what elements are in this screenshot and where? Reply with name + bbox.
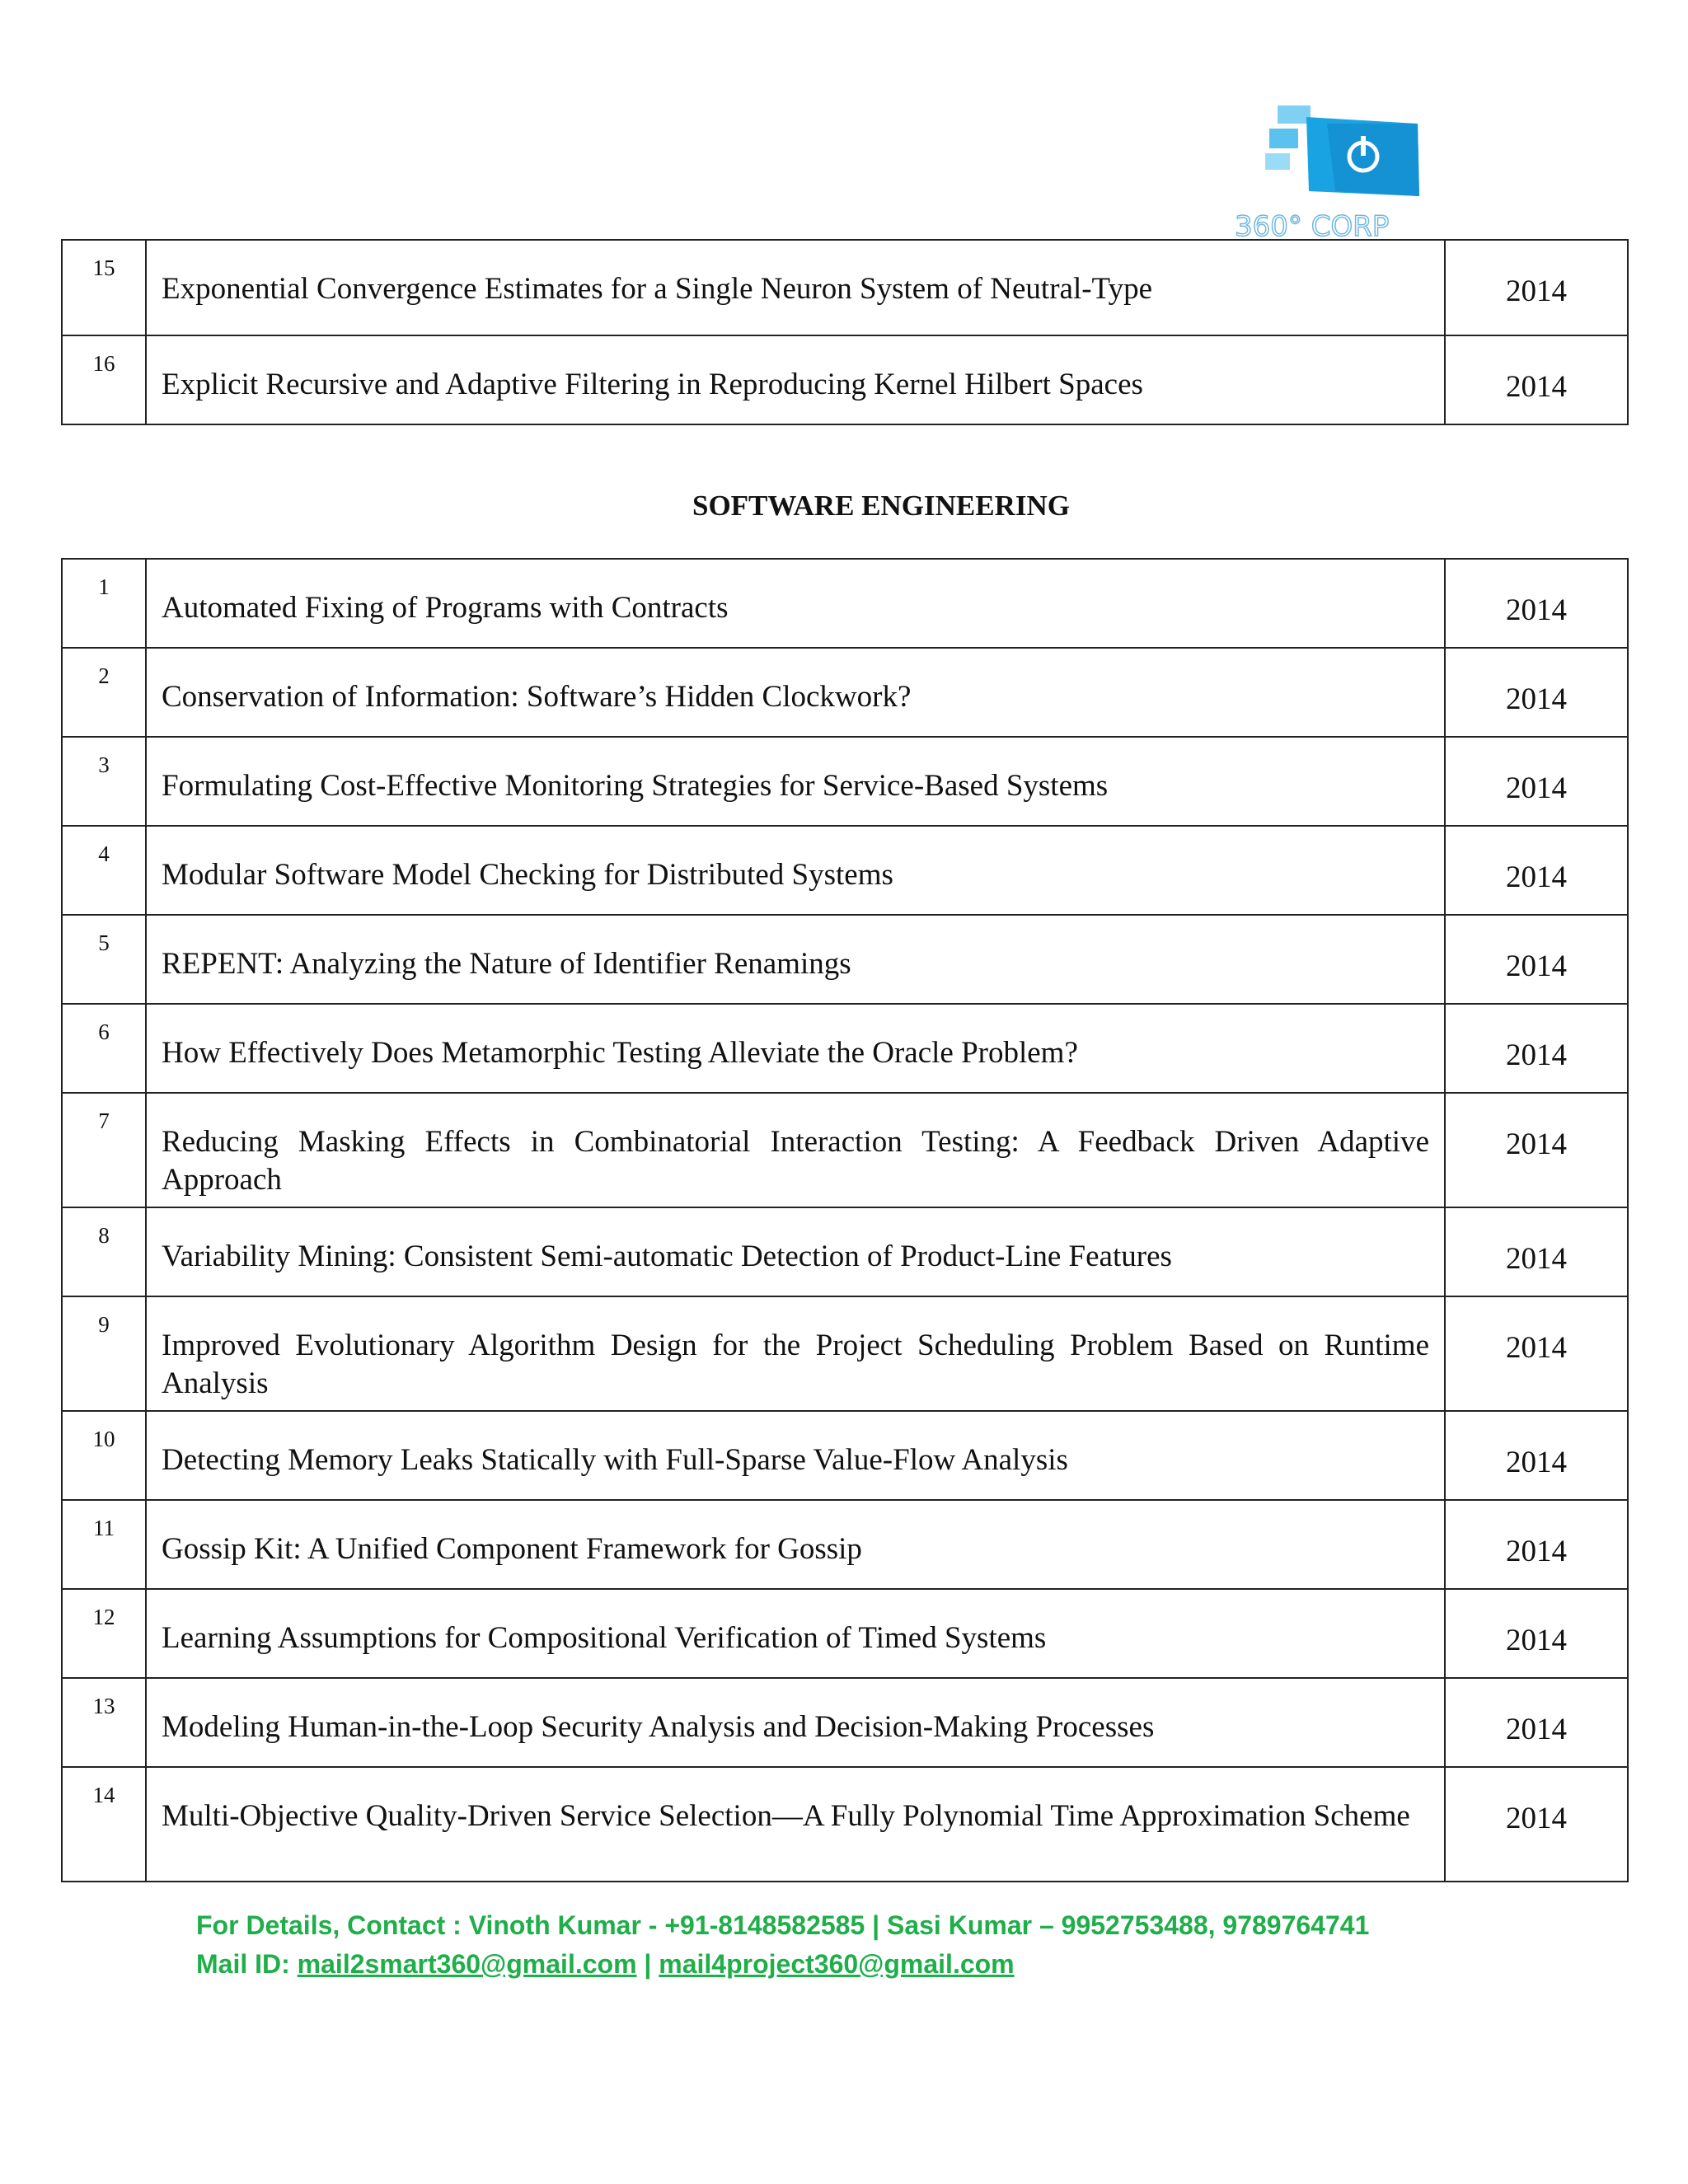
top-papers-table: [61, 239, 1629, 425]
paper-title: Variability Mining: Consistent Semi-automatic Detection of Product-Line Features: [146, 1207, 1445, 1296]
row-number: 3: [62, 737, 146, 826]
row-number: 9: [62, 1296, 146, 1411]
paper-title: How Effectively Does Metamorphic Testing Alleviate the Oracle Problem?: [146, 1004, 1445, 1093]
paper-year: 2014: [1445, 1411, 1628, 1500]
paper-title: Learning Assumptions for Compositional Verification of Timed Systems: [146, 1589, 1445, 1678]
table-row: [62, 559, 1628, 648]
paper-title: Explicit Recursive and Adaptive Filtering in Reproducing Kernel Hilbert Spaces: [146, 335, 1445, 424]
row-number: 2: [62, 648, 146, 737]
paper-title: Conservation of Information: Software’s Hidden Clockwork?: [146, 648, 1445, 737]
paper-year: 2014: [1445, 1296, 1628, 1411]
contact-line: For Details, Contact : Vinoth Kumar - +91-8148582585 | Sasi Kumar – 9952753488, 9789764741: [196, 1910, 1370, 1940]
paper-title: Multi-Objective Quality-Driven Service Selection—A Fully Polynomial Time Approximation Scheme: [146, 1767, 1445, 1882]
paper-year: 2014: [1445, 1093, 1628, 1207]
row-number: 8: [62, 1207, 146, 1296]
paper-title: REPENT: Analyzing the Nature of Identifier Renamings: [146, 915, 1445, 1004]
svg-text:360° CORP: 360° CORP: [1235, 210, 1390, 239]
table-row: [62, 1207, 1628, 1296]
paper-year: 2014: [1445, 1004, 1628, 1093]
section-heading: SOFTWARE ENGINEERING: [692, 490, 1070, 522]
table-row: [62, 335, 1628, 424]
email-separator: |: [636, 1949, 659, 1979]
table-row: [62, 826, 1628, 915]
paper-title: Reducing Masking Effects in Combinatorial Interaction Testing: A Feedback Driven Adaptive Approach: [146, 1093, 1445, 1207]
table-row: [62, 1500, 1628, 1589]
paper-title: Automated Fixing of Programs with Contracts: [146, 559, 1445, 648]
email-link-1[interactable]: mail2smart360@gmail.com: [297, 1949, 637, 1979]
row-number: 13: [62, 1678, 146, 1767]
table-row: [62, 1411, 1628, 1500]
row-number: 16: [62, 335, 146, 424]
table-row: [62, 1678, 1628, 1767]
paper-year: 2014: [1445, 1589, 1628, 1678]
row-number: 7: [62, 1093, 146, 1207]
mail-line: [196, 1949, 1015, 1980]
paper-title: Detecting Memory Leaks Statically with Full-Sparse Value-Flow Analysis: [146, 1411, 1445, 1500]
paper-year: 2014: [1445, 648, 1628, 737]
paper-year: 2014: [1445, 1207, 1628, 1296]
paper-year: 2014: [1445, 1767, 1628, 1882]
row-number: 11: [62, 1500, 146, 1589]
table-row: [62, 1004, 1628, 1093]
table-row: [62, 1296, 1628, 1411]
paper-year: 2014: [1445, 559, 1628, 648]
table-row: [62, 648, 1628, 737]
table-row: [62, 737, 1628, 826]
row-number: 15: [62, 240, 146, 335]
paper-year: 2014: [1445, 1500, 1628, 1589]
paper-year: 2014: [1445, 826, 1628, 915]
paper-year: 2014: [1445, 915, 1628, 1004]
software-engineering-table: [61, 558, 1629, 1882]
table-row: [62, 915, 1628, 1004]
paper-title: Modular Software Model Checking for Distributed Systems: [146, 826, 1445, 915]
row-number: 6: [62, 1004, 146, 1093]
paper-year: 2014: [1445, 240, 1628, 335]
table-row: [62, 1093, 1628, 1207]
email-link-2[interactable]: mail4project360@gmail.com: [659, 1949, 1015, 1979]
paper-title: Gossip Kit: A Unified Component Framework for Gossip: [146, 1500, 1445, 1589]
table-row: [62, 1767, 1628, 1882]
row-number: 5: [62, 915, 146, 1004]
paper-year: 2014: [1445, 335, 1628, 424]
table-row: [62, 240, 1628, 335]
paper-year: 2014: [1445, 1678, 1628, 1767]
company-logo: [1228, 99, 1475, 239]
row-number: 1: [62, 559, 146, 648]
row-number: 14: [62, 1767, 146, 1882]
paper-title: Modeling Human-in-the-Loop Security Analysis and Decision-Making Processes: [146, 1678, 1445, 1767]
paper-title: Formulating Cost-Effective Monitoring Strategies for Service-Based Systems: [146, 737, 1445, 826]
paper-year: 2014: [1445, 737, 1628, 826]
row-number: 12: [62, 1589, 146, 1678]
table-row: [62, 1589, 1628, 1678]
row-number: 4: [62, 826, 146, 915]
row-number: 10: [62, 1411, 146, 1500]
paper-title: Exponential Convergence Estimates for a Single Neuron System of Neutral-Type: [146, 240, 1445, 335]
mail-label: Mail ID:: [196, 1949, 298, 1979]
paper-title: Improved Evolutionary Algorithm Design for the Project Scheduling Problem Based on Runtime Analysis: [146, 1296, 1445, 1411]
